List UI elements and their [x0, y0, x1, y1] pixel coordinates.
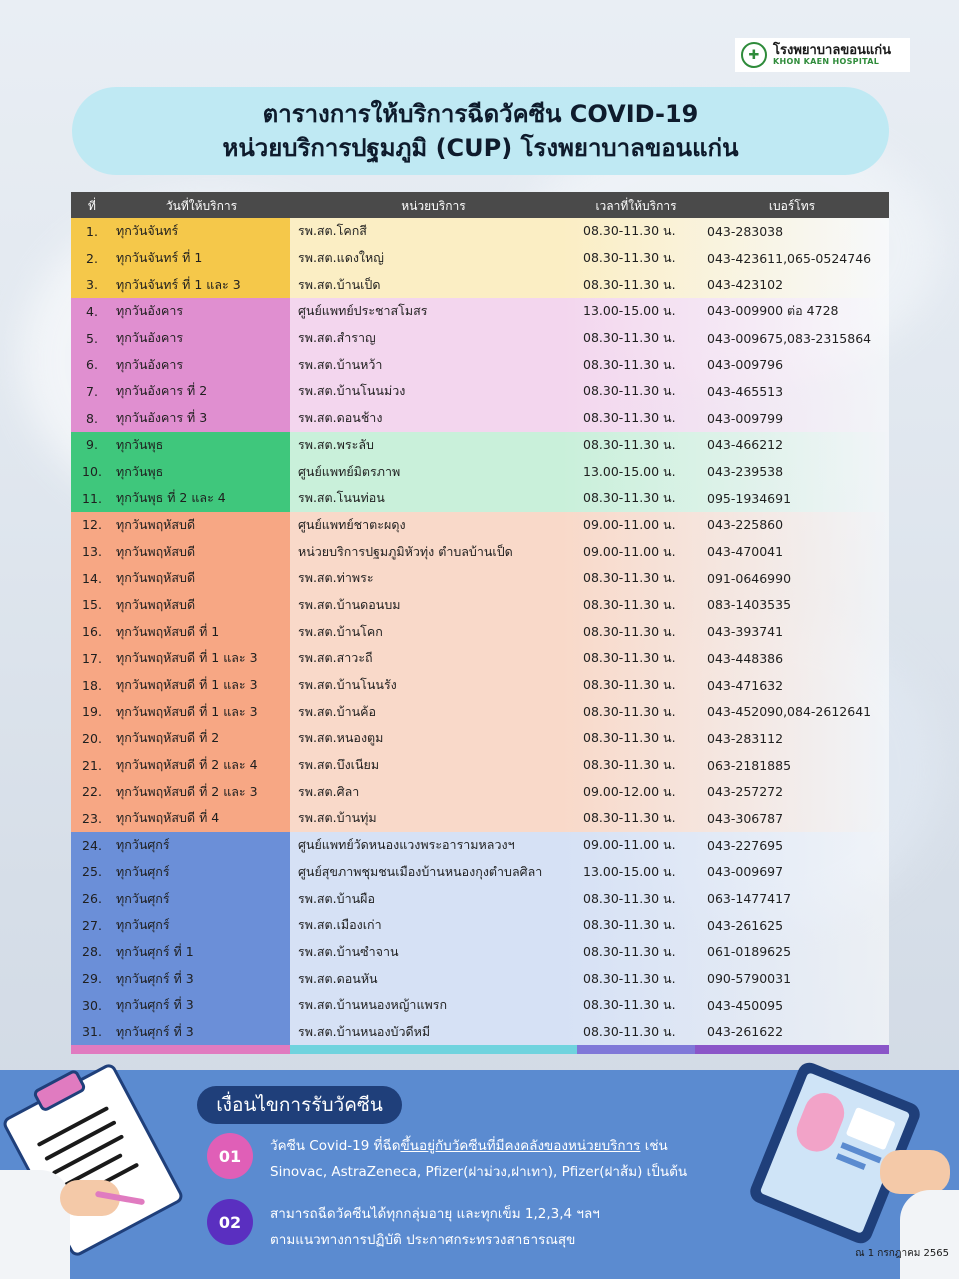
row-number: 21.	[82, 757, 102, 773]
row-day-block	[71, 298, 290, 325]
row-number: 4.	[86, 303, 98, 319]
row-phone: 091-0646990	[707, 570, 792, 586]
header-day: วันที่ให้บริการ	[165, 199, 238, 213]
table-row	[71, 405, 889, 432]
row-day-block	[71, 805, 290, 832]
row-service-time: 08.30-11.30 น.	[583, 436, 676, 452]
row-service-unit: ศูนย์แพทย์ประชาสโมสร	[298, 303, 428, 319]
row-service-unit: รพ.สต.หนองตูม	[298, 730, 384, 746]
row-number: 1.	[86, 223, 98, 239]
row-service-time: 08.30-11.30 น.	[583, 810, 676, 826]
row-service-unit: รพ.สต.พระลับ	[298, 436, 374, 452]
row-day-block	[71, 618, 290, 645]
row-phone: 043-471632	[707, 677, 784, 693]
row-phone: 043-009675,083-2315864	[707, 330, 872, 346]
row-phone: 095-1934691	[707, 490, 792, 506]
table-row	[71, 1019, 889, 1046]
row-service-time: 08.30-11.30 น.	[583, 997, 676, 1013]
table-row	[71, 512, 889, 539]
table-row	[71, 432, 889, 459]
row-service-time: 09.00-11.00 น.	[583, 837, 676, 853]
row-service-day: ทุกวันศุกร์	[116, 863, 170, 879]
row-day-block	[71, 912, 290, 939]
page-title: ตารางการให้บริการฉีดวัคซีน COVID-19	[262, 100, 699, 128]
row-phone: 043-466212	[707, 437, 784, 453]
row-day-block	[71, 832, 290, 859]
row-day-block	[71, 512, 290, 539]
row-phone: 061-0189625	[707, 944, 792, 960]
row-service-unit: ศูนย์สุขภาพชุมชนเมืองบ้านหนองกุงตำบลศิลา	[298, 863, 543, 879]
row-number: 6.	[86, 357, 98, 373]
conditions-heading: เงื่อนไขการรับวัคซีน	[197, 1086, 402, 1124]
row-number: 23.	[82, 810, 102, 826]
row-service-unit: รพ.สต.บ้านหนองหญ้าแพรก	[298, 997, 448, 1013]
row-day-block	[71, 378, 290, 405]
row-number: 19.	[82, 704, 102, 720]
header-time: เวลาที่ให้บริการ	[595, 199, 677, 213]
row-number: 11.	[82, 490, 102, 506]
row-service-unit: หน่วยบริการปฐมภูมิหัวทุ่ง ตำบลบ้านเป็ด	[298, 543, 513, 559]
row-day-block	[71, 992, 290, 1019]
vaccination-schedule-table	[71, 192, 889, 1054]
row-phone: 043-470041	[707, 544, 784, 560]
logo-name-thai: โรงพยาบาลขอนแก่น	[773, 42, 892, 58]
right-sleeve	[900, 1190, 959, 1279]
table-row	[71, 965, 889, 992]
row-service-unit: ศูนย์แพทย์ชาตะผดุง	[298, 516, 406, 532]
row-service-time: 13.00-15.00 น.	[583, 863, 676, 879]
row-service-unit: รพ.สต.โนนท่อน	[298, 490, 385, 506]
row-day-block	[71, 538, 290, 565]
table-row	[71, 592, 889, 619]
row-service-time: 08.30-11.30 น.	[583, 1023, 676, 1039]
row-service-time: 08.30-11.30 น.	[583, 410, 676, 426]
title-banner	[72, 87, 889, 175]
row-service-unit: รพ.สต.ดอนหัน	[298, 970, 378, 986]
row-day-block	[71, 485, 290, 512]
row-service-unit: รพ.สต.บ้านโนนม่วง	[298, 383, 406, 399]
row-service-time: 08.30-11.30 น.	[583, 596, 676, 612]
table-row	[71, 325, 889, 352]
row-service-time: 08.30-11.30 น.	[583, 250, 676, 266]
table-bottom-bar	[71, 1045, 889, 1054]
row-service-unit: รพ.สต.แดงใหญ่	[298, 250, 384, 266]
row-service-time: 13.00-15.00 น.	[583, 303, 676, 319]
row-number: 28.	[82, 944, 102, 960]
row-service-day: ทุกวันศุกร์ ที่ 3	[116, 970, 194, 986]
row-phone: 043-009697	[707, 864, 784, 880]
table-row	[71, 912, 889, 939]
row-service-unit: รพ.สต.สำราญ	[298, 330, 376, 346]
row-service-time: 08.30-11.30 น.	[583, 623, 676, 639]
row-service-time: 08.30-11.30 น.	[583, 490, 676, 506]
row-number: 2.	[86, 250, 98, 266]
date-note: ณ 1 กรกฎาคม 2565	[855, 1248, 949, 1259]
hospital-seal-icon: ✚	[741, 42, 767, 68]
condition-01-line2: Sinovac, AstraZeneca, Pfizer(ฝาม่วง,ฝาเทา), Pfizer(ฝาส้ม) เป็นต้น	[270, 1164, 688, 1180]
logo-name-english: KHON KAEN HOSPITAL	[773, 56, 880, 66]
row-day-block	[71, 325, 290, 352]
row-phone: 063-1477417	[707, 891, 792, 907]
row-phone: 043-423611,065-0524746	[707, 250, 872, 266]
row-service-time: 13.00-15.00 น.	[583, 463, 676, 479]
row-service-unit: รพ.สต.โคกสี	[298, 223, 367, 239]
row-service-day: ทุกวันอังคาร	[116, 330, 184, 346]
row-number: 7.	[86, 383, 98, 399]
condition-01-line1-pre: วัคซีน Covid-19 ที่ฉีด	[270, 1138, 401, 1154]
table-row	[71, 752, 889, 779]
row-day-block	[71, 432, 290, 459]
row-day-block	[71, 405, 290, 432]
page-subtitle: หน่วยบริการปฐมภูมิ (CUP) โรงพยาบาลขอนแก่น	[222, 134, 739, 162]
row-phone: 043-009796	[707, 357, 784, 373]
row-service-time: 08.30-11.30 น.	[583, 943, 676, 959]
row-service-time: 09.00-11.00 น.	[583, 516, 676, 532]
condition-01-badge: 01	[207, 1133, 253, 1179]
row-day-block	[71, 592, 290, 619]
row-service-time: 08.30-11.30 น.	[583, 383, 676, 399]
table-row	[71, 378, 889, 405]
row-day-block	[71, 1019, 290, 1046]
row-service-day: ทุกวันจันทร์	[116, 223, 179, 239]
row-number: 30.	[82, 997, 102, 1013]
row-number: 16.	[82, 624, 102, 640]
row-number: 9.	[86, 437, 98, 453]
row-day-block	[71, 885, 290, 912]
header-no: ที่	[88, 199, 96, 213]
condition-02-line1: สามารถฉีดวัคซีนได้ทุกกลุ่มอายุ และทุกเข็ม 1,2,3,4 ฯลฯ	[270, 1206, 600, 1222]
row-service-day: ทุกวันพฤหัสบดี ที่ 2 และ 4	[116, 757, 258, 773]
row-service-day: ทุกวันศุกร์ ที่ 3	[116, 1023, 194, 1039]
row-service-time: 08.30-11.30 น.	[583, 703, 676, 719]
table-row	[71, 245, 889, 272]
row-service-day: ทุกวันพฤหัสบดี ที่ 1 และ 3	[116, 677, 258, 693]
row-number: 8.	[86, 410, 98, 426]
row-phone: 043-393741	[707, 624, 784, 640]
row-number: 25.	[82, 864, 102, 880]
row-service-day: ทุกวันพฤหัสบดี	[116, 570, 196, 586]
table-row	[71, 939, 889, 966]
row-number: 10.	[82, 464, 102, 480]
row-service-unit: รพ.สต.บ้านหว้า	[298, 356, 383, 372]
condition-02-text	[270, 1201, 600, 1253]
row-phone: 043-423102	[707, 277, 784, 293]
row-day-block	[71, 458, 290, 485]
row-number: 3.	[86, 277, 98, 293]
row-service-day: ทุกวันพฤหัสบดี ที่ 2 และ 3	[116, 783, 258, 799]
row-day-block	[71, 965, 290, 992]
row-phone: 043-239538	[707, 464, 784, 480]
table-row	[71, 351, 889, 378]
table-row	[71, 859, 889, 886]
row-phone: 043-261622	[707, 1024, 784, 1040]
row-service-unit: รพ.สต.บ้านค้อ	[298, 703, 377, 719]
table-row	[71, 885, 889, 912]
table-header	[71, 192, 889, 218]
row-day-block	[71, 725, 290, 752]
row-service-unit: รพ.สต.สาวะถี	[298, 650, 373, 666]
row-phone: 043-450095	[707, 997, 784, 1013]
row-day-block	[71, 859, 290, 886]
condition-01-line1-emphasis: ขึ้นอยู่กับวัคซีนที่มีคงคลังของหน่วยบริการ	[400, 1138, 641, 1154]
row-service-unit: รพ.สต.บึงเนียม	[298, 757, 380, 773]
row-service-time: 08.30-11.30 น.	[583, 570, 676, 586]
row-service-unit: รพ.สต.บ้านดอนบม	[298, 596, 401, 612]
row-service-time: 08.30-11.30 น.	[583, 890, 676, 906]
row-service-day: ทุกวันศุกร์ ที่ 3	[116, 997, 194, 1013]
row-number: 17.	[82, 650, 102, 666]
table-row	[71, 698, 889, 725]
row-phone: 043-225860	[707, 517, 784, 533]
row-service-day: ทุกวันพฤหัสบดี	[116, 516, 196, 532]
row-service-unit: รพ.สต.ดอนช้าง	[298, 410, 383, 426]
table-row	[71, 832, 889, 859]
table-row	[71, 458, 889, 485]
row-day-block	[71, 245, 290, 272]
row-phone: 090-5790031	[707, 971, 792, 987]
row-number: 29.	[82, 971, 102, 987]
row-number: 24.	[82, 837, 102, 853]
row-service-unit: ศูนย์แพทย์มิตรภาพ	[298, 463, 401, 479]
condition-02-line2: ตามแนวทางการปฏิบัติ ประกาศกระทรวงสาธารณสุข	[270, 1232, 576, 1248]
row-day-block	[71, 218, 290, 245]
row-service-unit: รพ.สต.บ้านโนนรัง	[298, 677, 397, 693]
row-service-unit: รพ.สต.บ้านผือ	[298, 890, 375, 906]
row-number: 22.	[82, 784, 102, 800]
row-service-day: ทุกวันพฤหัสบดี ที่ 1 และ 3	[116, 703, 258, 719]
row-service-day: ทุกวันพฤหัสบดี ที่ 4	[116, 810, 220, 826]
row-service-day: ทุกวันศุกร์	[116, 837, 170, 853]
table-row	[71, 271, 889, 298]
table-row	[71, 805, 889, 832]
row-service-day: ทุกวันพฤหัสบดี ที่ 2	[116, 730, 220, 746]
row-phone: 043-009900 ต่อ 4728	[707, 303, 839, 319]
left-sleeve	[0, 1170, 70, 1279]
row-service-unit: รพ.สต.บ้านทุ่ม	[298, 810, 377, 826]
row-day-block	[71, 672, 290, 699]
table-row	[71, 645, 889, 672]
row-day-block	[71, 778, 290, 805]
row-service-unit: รพ.สต.เมืองเก่า	[298, 917, 382, 933]
row-number: 31.	[82, 1024, 102, 1040]
row-service-day: ทุกวันอังคาร	[116, 303, 184, 319]
row-day-block	[71, 752, 290, 779]
row-service-time: 08.30-11.30 น.	[583, 223, 676, 239]
row-number: 20.	[82, 730, 102, 746]
row-service-unit: ศูนย์แพทย์วัดหนองแวงพระอารามหลวงฯ	[298, 837, 515, 853]
condition-01-text	[270, 1133, 687, 1185]
row-service-day: ทุกวันศุกร์	[116, 917, 170, 933]
row-service-time: 08.30-11.30 น.	[583, 917, 676, 933]
row-phone: 043-283038	[707, 223, 784, 239]
row-number: 5.	[86, 330, 98, 346]
row-phone: 043-306787	[707, 810, 784, 826]
row-number: 12.	[82, 517, 102, 533]
row-phone: 043-257272	[707, 784, 784, 800]
row-service-day: ทุกวันจันทร์ ที่ 1	[116, 250, 203, 266]
condition-02-badge: 02	[207, 1199, 253, 1245]
row-service-time: 08.30-11.30 น.	[583, 330, 676, 346]
row-service-day: ทุกวันพฤหัสบดี ที่ 1 และ 3	[116, 650, 258, 666]
row-number: 26.	[82, 891, 102, 907]
table-row	[71, 778, 889, 805]
row-day-block	[71, 645, 290, 672]
row-day-block	[71, 271, 290, 298]
row-number: 15.	[82, 597, 102, 613]
row-number: 18.	[82, 677, 102, 693]
table-row	[71, 725, 889, 752]
row-service-day: ทุกวันอังคาร ที่ 3	[116, 410, 208, 426]
row-day-block	[71, 351, 290, 378]
row-phone: 063-2181885	[707, 757, 792, 773]
table-row	[71, 485, 889, 512]
row-number: 27.	[82, 917, 102, 933]
row-phone: 043-227695	[707, 837, 784, 853]
row-phone: 083-1403535	[707, 597, 792, 613]
row-service-time: 09.00-11.00 น.	[583, 543, 676, 559]
row-service-time: 08.30-11.30 น.	[583, 356, 676, 372]
row-number: 14.	[82, 570, 102, 586]
row-service-day: ทุกวันศุกร์	[116, 890, 170, 906]
table-row	[71, 298, 889, 325]
row-service-time: 08.30-11.30 น.	[583, 970, 676, 986]
row-phone: 043-452090,084-2612641	[707, 704, 872, 720]
row-service-time: 09.00-12.00 น.	[583, 783, 676, 799]
row-service-day: ทุกวันอังคาร	[116, 356, 184, 372]
row-service-day: ทุกวันพุธ	[116, 436, 164, 452]
row-service-time: 08.30-11.30 น.	[583, 757, 676, 773]
row-service-time: 08.30-11.30 น.	[583, 276, 676, 292]
row-service-day: ทุกวันจันทร์ ที่ 1 และ 3	[116, 276, 241, 292]
row-service-unit: รพ.สต.บ้านซำจาน	[298, 943, 399, 959]
row-service-time: 08.30-11.30 น.	[583, 677, 676, 693]
row-service-unit: รพ.สต.บ้านโคก	[298, 623, 383, 639]
row-phone: 043-261625	[707, 917, 784, 933]
table-row	[71, 992, 889, 1019]
row-day-block	[71, 565, 290, 592]
row-service-unit: รพ.สต.ศิลา	[298, 783, 360, 799]
row-service-unit: รพ.สต.บ้านหนองบัวดีหมี	[298, 1023, 431, 1039]
condition-01-line1-post: เช่น	[640, 1138, 668, 1154]
header-unit: หน่วยบริการ	[401, 199, 466, 213]
table-row	[71, 565, 889, 592]
row-service-time: 08.30-11.30 น.	[583, 650, 676, 666]
row-day-block	[71, 698, 290, 725]
row-service-day: ทุกวันพุธ	[116, 463, 164, 479]
row-service-unit: รพ.สต.ท่าพระ	[298, 570, 374, 586]
row-service-day: ทุกวันพฤหัสบดี	[116, 596, 196, 612]
row-service-day: ทุกวันศุกร์ ที่ 1	[116, 943, 194, 959]
right-hand	[880, 1150, 950, 1194]
row-phone: 043-465513	[707, 383, 784, 399]
table-row	[71, 218, 889, 245]
table-body	[71, 218, 889, 1045]
row-service-day: ทุกวันพฤหัสบดี	[116, 543, 196, 559]
row-phone: 043-448386	[707, 650, 784, 666]
row-service-day: ทุกวันพุธ ที่ 2 และ 4	[116, 490, 226, 506]
row-service-time: 08.30-11.30 น.	[583, 730, 676, 746]
row-phone: 043-283112	[707, 730, 784, 746]
row-day-block	[71, 939, 290, 966]
table-row	[71, 672, 889, 699]
row-number: 13.	[82, 544, 102, 560]
row-service-day: ทุกวันอังคาร ที่ 2	[116, 383, 208, 399]
row-service-unit: รพ.สต.บ้านเป็ด	[298, 276, 381, 292]
row-phone: 043-009799	[707, 410, 784, 426]
table-row	[71, 538, 889, 565]
hospital-logo	[735, 38, 910, 72]
table-row	[71, 618, 889, 645]
header-phone: เบอร์โทร	[768, 199, 816, 213]
row-service-day: ทุกวันพฤหัสบดี ที่ 1	[116, 623, 220, 639]
